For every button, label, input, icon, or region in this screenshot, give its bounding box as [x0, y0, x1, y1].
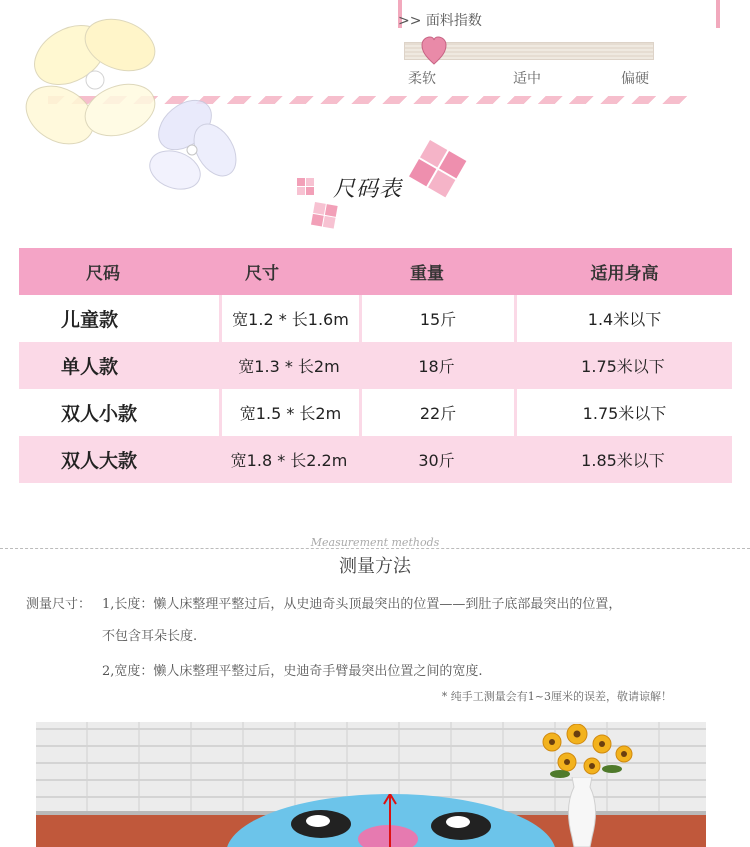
- fabric-label-medium: 适中: [513, 71, 541, 87]
- measurement-length-text: 1,长度：懒人床整理平整过后，从史迪奇头顶最突出的位置——到肚子底部最突出的位置，: [102, 597, 622, 612]
- stitch-face-icon: [226, 794, 556, 847]
- cell-size: 双人小款: [61, 403, 138, 425]
- table-header: [19, 248, 732, 295]
- heart-marker-icon: [421, 36, 447, 66]
- cell-dimensions: 宽1.3 * 长2m: [238, 357, 340, 376]
- decor-line: [716, 0, 720, 28]
- measurement-error-note: * 纯手工测量会有1~3厘米的误差，敬请谅解！: [441, 690, 672, 703]
- cell-weight: 22斤: [359, 389, 514, 436]
- top-banner: [0, 0, 750, 240]
- cell-weight: 30斤: [418, 451, 455, 470]
- cell-height: 1.75米以下: [514, 389, 732, 436]
- cell-size: 双人大款: [61, 450, 138, 472]
- size-chart-title: 尺码表: [333, 177, 403, 202]
- fabric-label-soft: 柔软: [408, 71, 436, 87]
- cell-weight: 18斤: [418, 357, 455, 376]
- cell-dimensions: 宽1.5 * 长2m: [219, 389, 359, 436]
- flower-decoration: [0, 0, 260, 210]
- cell-height: 1.75米以下: [581, 357, 665, 376]
- measurement-title: 测量方法: [339, 556, 411, 577]
- table-row: [19, 389, 732, 436]
- measurement-length-note: 不包含耳朵长度.: [102, 629, 198, 644]
- size-table: [19, 248, 732, 483]
- sunflower-icon: [532, 724, 642, 784]
- header-weight: 重量: [410, 264, 444, 284]
- cell-dimensions: 宽1.8 * 长2.2m: [230, 451, 348, 470]
- cell-height: 1.4米以下: [514, 295, 732, 342]
- header-size: 尺码: [86, 264, 120, 284]
- fabric-label-hard: 偏硬: [621, 71, 649, 87]
- fabric-index-title: >> 面料指数: [398, 13, 482, 29]
- measurement-label: 测量尺寸：: [26, 597, 92, 612]
- cell-height: 1.85米以下: [581, 451, 665, 470]
- vase-icon: [562, 777, 602, 847]
- cell-dimensions: 宽1.2 * 长1.6m: [219, 295, 359, 342]
- fabric-index: [398, 10, 668, 87]
- table-row: [19, 342, 732, 389]
- cell-weight: 15斤: [359, 295, 514, 342]
- cell-size: 单人款: [61, 356, 119, 378]
- measurement-width-text: 2,宽度：懒人床整理平整过后，史迪奇手臂最突出位置之间的宽度.: [102, 664, 483, 679]
- table-row: [19, 295, 732, 342]
- header-dimensions: 尺寸: [245, 264, 279, 284]
- header-height: 适用身高: [590, 264, 659, 284]
- measurement-subtitle: Measurement methods: [310, 536, 440, 549]
- product-photo: [36, 722, 706, 847]
- table-row: [19, 436, 732, 483]
- cell-size: 儿童款: [61, 309, 119, 331]
- size-chart-heading: [285, 140, 485, 230]
